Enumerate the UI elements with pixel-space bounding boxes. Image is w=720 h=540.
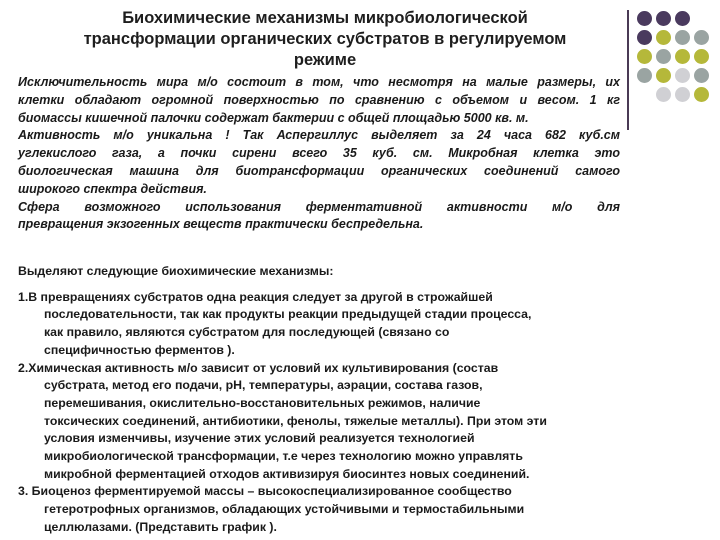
intro-paragraph — [18, 74, 620, 127]
text-line: гетеротрофных организмов, обладающих устойчивыми и термостабильными — [44, 502, 525, 517]
title-line-1: Биохимические механизмы микробиологической — [122, 9, 528, 27]
title-line-2: трансформации органических субстратов в регулируемом — [83, 30, 567, 48]
dot-gray — [694, 30, 709, 45]
title-line-3: режиме — [293, 51, 357, 69]
mechanisms-section — [18, 263, 623, 537]
dot-gray — [694, 68, 709, 83]
mechanism-item — [18, 289, 623, 360]
dot-gray — [637, 68, 652, 83]
text-line: углекислого газа, а почки сирени всего 35 куб. см. Микробная клетка это — [18, 146, 620, 161]
text-line: как правило, являются субстратом для последующей (связано со — [44, 325, 450, 340]
text-line: биомассы кишечной палочки содержат бактерии с общей площадью 5000 кв. м. — [18, 110, 529, 125]
intro-text — [18, 74, 620, 234]
dot-light — [675, 87, 690, 102]
dot-light — [675, 68, 690, 83]
dot-purple — [637, 11, 652, 26]
dot-purple — [637, 30, 652, 45]
text-line: широкого спектра действия. — [18, 181, 207, 196]
slide-title — [30, 8, 620, 71]
text-line: субстрата, метод его подачи, рН, температуры, аэрации, состава газов, — [44, 378, 483, 393]
text-line: Активность м/о уникальна ! Так Аспергиллус выделяет за 24 часа 682 куб.см — [18, 128, 620, 143]
dot-olive — [675, 49, 690, 64]
text-line: 3. Биоценоз ферментируемой массы – высокоспециализированное сообщество — [18, 484, 512, 499]
text-line: Исключительность мира м/о состоит в том, что несмотря на малые размеры, их — [18, 75, 620, 89]
dot-gray — [656, 49, 671, 64]
text-line: 1.В превращениях субстратов одна реакция следует за другой в строжайшей — [18, 289, 493, 304]
decorative-divider-line — [627, 10, 629, 130]
dot-olive — [656, 30, 671, 45]
text-line: перемешивания, окислительно-восстановительных режимов, наличие — [44, 395, 481, 410]
dot-olive — [694, 49, 709, 64]
dot-olive — [637, 49, 652, 64]
text-line: специфичностью ферментов ). — [44, 342, 235, 357]
mechanism-item — [18, 360, 623, 484]
text-line: биологическая машина для биотрансформации органических соединений самого — [18, 163, 620, 178]
text-line: микробиологической трансформации, т.е через технологию можно управлять — [44, 449, 523, 464]
text-line: токсических соединений, антибиотики, фенолы, тяжелые металлы). При этом эти — [44, 413, 547, 428]
text-line: целлюлазами. (Представить график ). — [44, 519, 277, 534]
text-line: последовательности, так как продукты реакции предыдущей стадии процесса, — [44, 307, 532, 322]
intro-paragraph — [18, 127, 620, 198]
text-line: превращения экзогенных веществ практически беспредельна. — [18, 217, 424, 232]
dot-olive — [694, 87, 709, 102]
dot-light — [656, 87, 671, 102]
text-line: 2.Химическая активность м/о зависит от условий их культивирования (состав — [18, 360, 499, 375]
text-line: Сфера возможного использования ферментативной активности м/о для — [18, 199, 620, 214]
text-line: условия изменчивы, изучение этих условий реализуется технологией — [44, 431, 475, 446]
text-line: микробной ферментацией отходов активизируя биосинтез новых соединений. — [44, 466, 530, 481]
text-line: клетки обладают огромной поверхностью по сравнению с объемом и весом. 1 кг — [18, 92, 620, 107]
dot-purple — [675, 11, 690, 26]
dot-olive — [656, 68, 671, 83]
intro-paragraph — [18, 199, 620, 235]
decorative-dot-grid — [634, 8, 714, 108]
dot-purple — [656, 11, 671, 26]
dot-gray — [675, 30, 690, 45]
mechanism-item — [18, 483, 623, 536]
mechanisms-heading: Выделяют следующие биохимические механизмы: — [18, 264, 334, 278]
